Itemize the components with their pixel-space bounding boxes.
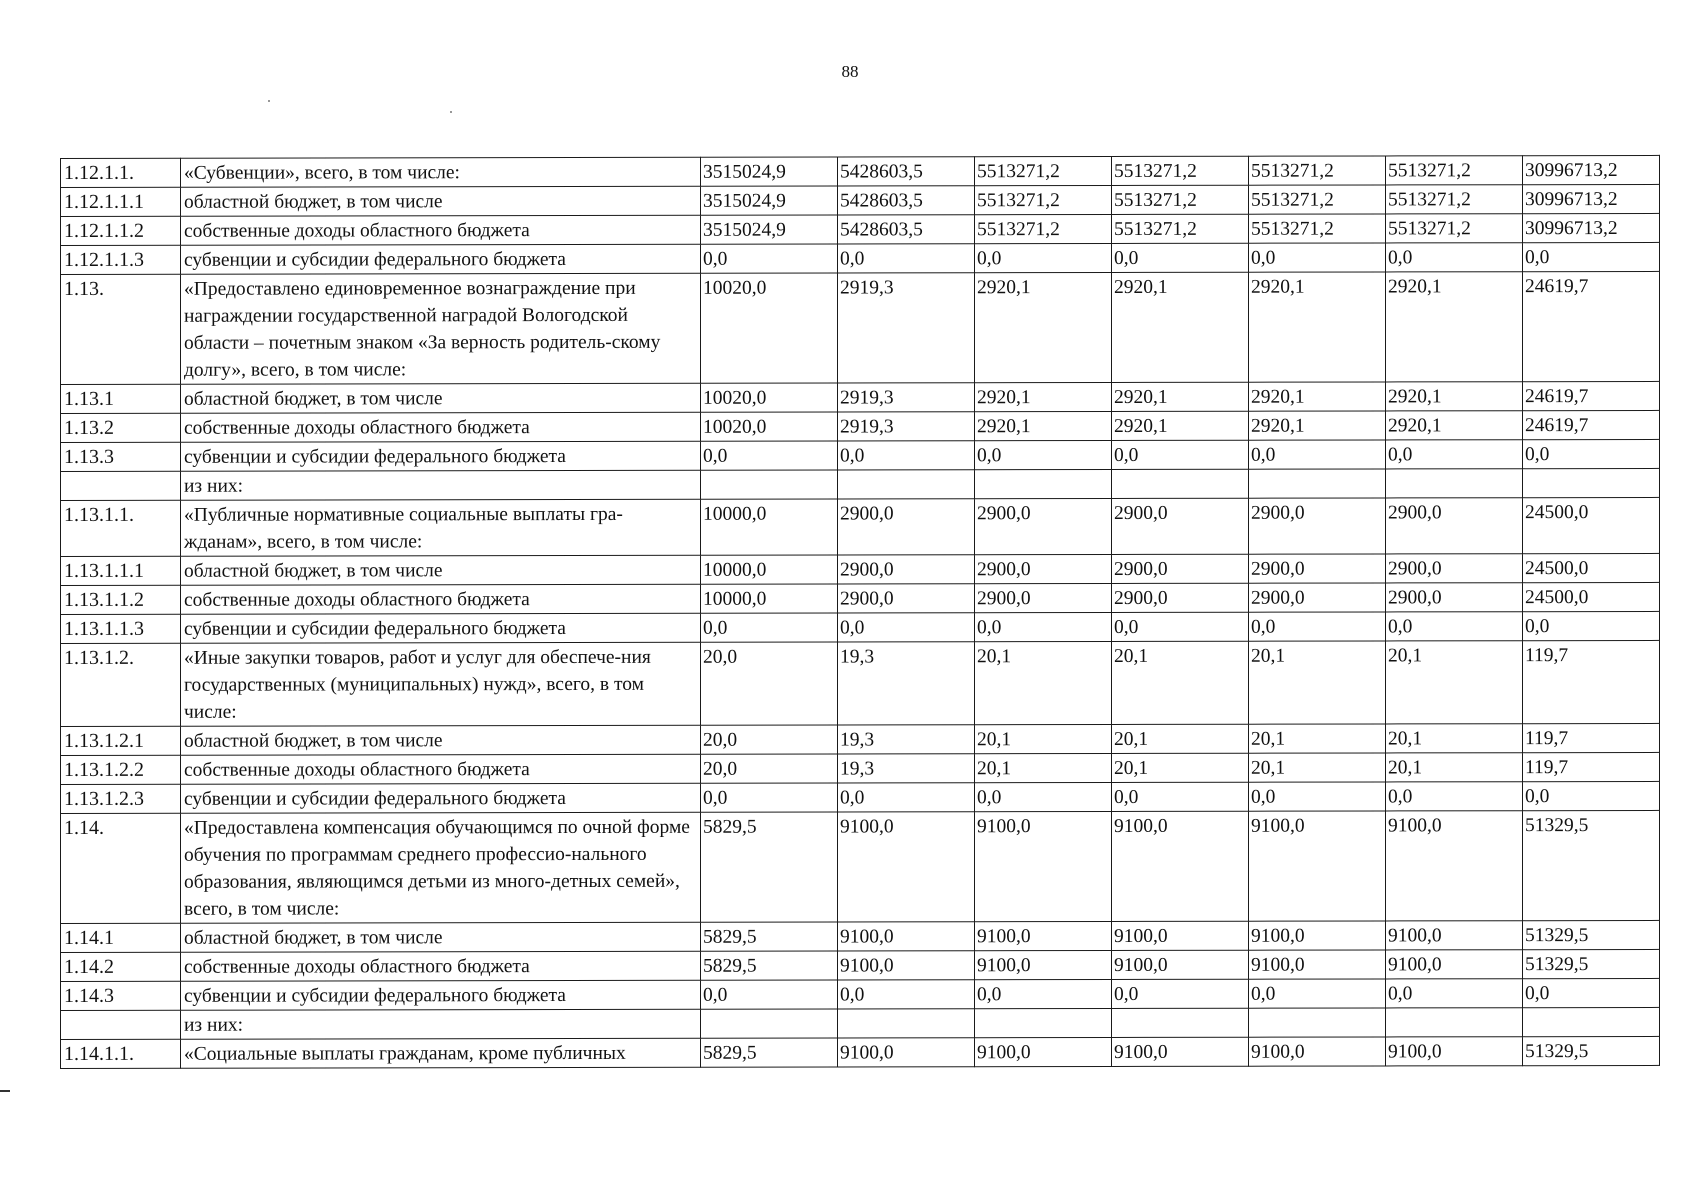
- row-value: 51329,5: [1523, 920, 1660, 949]
- row-value: 5513271,2: [1249, 214, 1386, 243]
- row-value: 0,0: [701, 441, 838, 470]
- row-value: 0,0: [1249, 979, 1386, 1008]
- table-row: [61, 752, 1660, 784]
- row-value: 0,0: [1386, 243, 1523, 272]
- row-value: 2920,1: [1249, 382, 1386, 411]
- row-value: 9100,0: [1249, 1037, 1386, 1066]
- row-description: областной бюджет, в том числе: [181, 922, 701, 952]
- row-value: 9100,0: [1249, 921, 1386, 950]
- margin-mark: [0, 1090, 10, 1092]
- row-value: 0,0: [1112, 243, 1249, 272]
- row-value: 0,0: [1523, 611, 1660, 640]
- row-code: [61, 1010, 181, 1039]
- table-row: [61, 410, 1660, 442]
- table-row: [61, 184, 1660, 216]
- row-value: 9100,0: [1386, 1037, 1523, 1066]
- row-value: 0,0: [975, 782, 1112, 811]
- row-value: 2900,0: [1249, 583, 1386, 612]
- table-row: [61, 242, 1660, 274]
- row-value: 0,0: [838, 244, 975, 273]
- row-value: 2920,1: [1112, 411, 1249, 440]
- row-code: 1.13.1.2.2: [61, 755, 181, 784]
- row-value: 0,0: [1523, 978, 1660, 1007]
- row-value: 119,7: [1523, 723, 1660, 752]
- row-value: 0,0: [1523, 439, 1660, 468]
- row-value: 0,0: [975, 243, 1112, 272]
- table-row: [61, 723, 1660, 755]
- budget-table: [60, 155, 1660, 1069]
- row-code: 1.13.: [61, 274, 181, 384]
- row-code: 1.12.1.1.2: [61, 216, 181, 245]
- row-value: 51329,5: [1523, 810, 1660, 920]
- row-value: 0,0: [975, 612, 1112, 641]
- row-description: собственные доходы областного бюджета: [181, 412, 701, 442]
- row-code: 1.12.1.1.1: [61, 187, 181, 216]
- row-value: 24619,7: [1523, 381, 1660, 410]
- row-value: 2920,1: [975, 382, 1112, 411]
- row-value: 5428603,5: [838, 215, 975, 244]
- row-value: 9100,0: [838, 922, 975, 951]
- row-value: [1112, 469, 1249, 498]
- row-code: 1.13.1.2.3: [61, 784, 181, 813]
- row-code: 1.14.1: [61, 923, 181, 952]
- row-description: «Публичные нормативные социальные выплаты гра-жданам», всего, в том числе:: [181, 499, 701, 556]
- row-value: 0,0: [1523, 781, 1660, 810]
- row-value: 0,0: [1249, 440, 1386, 469]
- table-row: [61, 582, 1660, 614]
- row-value: 2920,1: [1112, 382, 1249, 411]
- row-code: [61, 471, 181, 500]
- table-row: [61, 468, 1660, 500]
- row-value: 2920,1: [975, 272, 1112, 382]
- table-row: [61, 213, 1660, 245]
- row-description: «Субвенции», всего, в том числе:: [181, 157, 701, 187]
- row-value: 5428603,5: [838, 157, 975, 186]
- table-row: [61, 978, 1660, 1010]
- row-value: 9100,0: [838, 1038, 975, 1067]
- row-value: 19,3: [838, 725, 975, 754]
- row-value: [1523, 1007, 1660, 1036]
- row-value: 20,1: [1386, 753, 1523, 782]
- row-value: [1523, 468, 1660, 497]
- row-value: 0,0: [838, 980, 975, 1009]
- row-value: 9100,0: [1249, 811, 1386, 921]
- row-value: 24500,0: [1523, 553, 1660, 582]
- row-value: [1386, 469, 1523, 498]
- row-value: 19,3: [838, 642, 975, 725]
- table-row: [61, 553, 1660, 585]
- row-value: 24619,7: [1523, 410, 1660, 439]
- row-code: 1.13.1.1.3: [61, 614, 181, 643]
- row-code: 1.12.1.1.: [61, 158, 181, 187]
- table-row: [61, 1036, 1660, 1068]
- row-description: собственные доходы областного бюджета: [181, 754, 701, 784]
- row-value: 24500,0: [1523, 497, 1660, 553]
- row-value: [838, 470, 975, 499]
- row-value: 10020,0: [701, 273, 838, 383]
- row-value: 9100,0: [1112, 811, 1249, 921]
- row-value: 19,3: [838, 754, 975, 783]
- row-value: 9100,0: [975, 950, 1112, 979]
- row-value: 20,1: [1249, 753, 1386, 782]
- row-code: 1.13.1: [61, 384, 181, 413]
- row-value: 0,0: [1112, 612, 1249, 641]
- row-description: областной бюджет, в том числе: [181, 555, 701, 585]
- row-value: 2900,0: [1112, 554, 1249, 583]
- row-value: 0,0: [838, 441, 975, 470]
- row-value: 5513271,2: [975, 156, 1112, 185]
- row-value: 9100,0: [975, 1037, 1112, 1066]
- row-value: 24500,0: [1523, 582, 1660, 611]
- row-code: 1.13.1.1.1: [61, 556, 181, 585]
- row-value: 10000,0: [701, 555, 838, 584]
- row-value: 0,0: [701, 244, 838, 273]
- row-value: 10000,0: [701, 584, 838, 613]
- row-code: 1.13.1.2.1: [61, 726, 181, 755]
- table-row: [61, 497, 1660, 556]
- row-value: 0,0: [1249, 612, 1386, 641]
- row-value: 9100,0: [975, 921, 1112, 950]
- table-row: [61, 1007, 1660, 1039]
- row-value: 2900,0: [1112, 498, 1249, 554]
- row-value: 2920,1: [1112, 272, 1249, 382]
- table-row: [61, 155, 1660, 187]
- row-value: 24619,7: [1523, 271, 1660, 381]
- table-row: [61, 920, 1660, 952]
- row-value: 20,0: [701, 754, 838, 783]
- row-code: 1.14.: [61, 813, 181, 923]
- row-value: 119,7: [1523, 752, 1660, 781]
- row-value: 30996713,2: [1523, 184, 1660, 213]
- row-value: 3515024,9: [701, 157, 838, 186]
- row-value: 20,1: [1386, 724, 1523, 753]
- row-value: 9100,0: [1112, 950, 1249, 979]
- row-value: 20,1: [1112, 641, 1249, 724]
- row-description: «Предоставлено единовременное вознаграждение при награждении государственной наградой Вологодской области – почетным знаком «За верность родитель-скому долгу», всего, в том числе:: [181, 273, 701, 384]
- row-value: 20,1: [1112, 724, 1249, 753]
- row-value: 5513271,2: [1249, 156, 1386, 185]
- table-row: [61, 781, 1660, 813]
- row-value: 2920,1: [975, 411, 1112, 440]
- row-value: 119,7: [1523, 640, 1660, 723]
- row-value: 10000,0: [701, 499, 838, 555]
- row-value: 5428603,5: [838, 186, 975, 215]
- table-row: [61, 640, 1660, 726]
- row-value: [701, 1009, 838, 1038]
- row-value: [975, 1008, 1112, 1037]
- row-code: 1.13.1.2.: [61, 643, 181, 726]
- row-value: 0,0: [975, 440, 1112, 469]
- row-value: 2919,3: [838, 273, 975, 383]
- row-value: 9100,0: [975, 811, 1112, 921]
- row-value: 5513271,2: [1386, 214, 1523, 243]
- row-value: [838, 1009, 975, 1038]
- row-description: из них:: [181, 1009, 701, 1039]
- row-code: 1.14.1.1.: [61, 1039, 181, 1068]
- row-value: 2900,0: [975, 554, 1112, 583]
- row-code: 1.13.1.1.: [61, 500, 181, 556]
- row-code: 1.12.1.1.3: [61, 245, 181, 274]
- row-value: 30996713,2: [1523, 213, 1660, 242]
- row-value: 10020,0: [701, 412, 838, 441]
- row-value: 2900,0: [838, 584, 975, 613]
- row-code: 1.14.3: [61, 981, 181, 1010]
- row-value: 0,0: [838, 613, 975, 642]
- row-value: 5513271,2: [1112, 185, 1249, 214]
- row-value: 0,0: [701, 783, 838, 812]
- row-value: 0,0: [1386, 440, 1523, 469]
- row-value: [975, 469, 1112, 498]
- row-value: [1386, 1008, 1523, 1037]
- row-value: 20,1: [975, 641, 1112, 724]
- row-value: 2900,0: [1386, 583, 1523, 612]
- row-value: 2900,0: [1249, 554, 1386, 583]
- row-value: 2900,0: [975, 583, 1112, 612]
- row-value: 9100,0: [1112, 1037, 1249, 1066]
- row-value: 5513271,2: [975, 214, 1112, 243]
- row-description: областной бюджет, в том числе: [181, 725, 701, 755]
- row-value: 5829,5: [701, 922, 838, 951]
- row-value: 9100,0: [838, 951, 975, 980]
- row-value: 9100,0: [1386, 811, 1523, 921]
- row-description: областной бюджет, в том числе: [181, 383, 701, 413]
- row-value: 20,1: [975, 724, 1112, 753]
- page-number: 88: [841, 62, 859, 81]
- row-value: 0,0: [701, 613, 838, 642]
- row-value: 5513271,2: [975, 185, 1112, 214]
- row-value: 2920,1: [1249, 272, 1386, 382]
- row-value: 2920,1: [1386, 272, 1523, 382]
- row-value: 20,1: [1386, 641, 1523, 724]
- row-value: 0,0: [1249, 782, 1386, 811]
- row-code: 1.13.2: [61, 413, 181, 442]
- row-value: 3515024,9: [701, 215, 838, 244]
- scan-speck: [268, 100, 270, 102]
- row-value: 2920,1: [1386, 411, 1523, 440]
- row-description: из них:: [181, 470, 701, 500]
- row-value: 5513271,2: [1112, 214, 1249, 243]
- row-description: собственные доходы областного бюджета: [181, 951, 701, 981]
- table-row: [61, 611, 1660, 643]
- row-value: 20,1: [1249, 641, 1386, 724]
- row-value: 51329,5: [1523, 949, 1660, 978]
- row-value: 2900,0: [1386, 498, 1523, 554]
- row-value: 20,1: [1112, 753, 1249, 782]
- row-description: «Предоставлена компенсация обучающимся по очной форме обучения по программам среднего профессио-нального образования, являющимся детьми из много-детных семей», всего, в том числе:: [181, 812, 701, 923]
- row-value: 20,0: [701, 725, 838, 754]
- row-value: 0,0: [1112, 440, 1249, 469]
- row-value: 9100,0: [1112, 921, 1249, 950]
- table-row: [61, 271, 1660, 384]
- row-description: субвенции и субсидии федерального бюджета: [181, 441, 701, 471]
- table-row: [61, 439, 1660, 471]
- row-value: 5513271,2: [1386, 185, 1523, 214]
- table-body: [61, 155, 1660, 1068]
- row-value: 10020,0: [701, 383, 838, 412]
- row-value: 2900,0: [975, 498, 1112, 554]
- row-code: 1.14.2: [61, 952, 181, 981]
- row-value: 5513271,2: [1249, 185, 1386, 214]
- row-value: [701, 470, 838, 499]
- row-description: собственные доходы областного бюджета: [181, 215, 701, 245]
- row-value: 0,0: [975, 979, 1112, 1008]
- table-row: [61, 381, 1660, 413]
- row-value: 2919,3: [838, 412, 975, 441]
- row-value: 0,0: [1112, 979, 1249, 1008]
- row-code: 1.13.1.1.2: [61, 585, 181, 614]
- row-value: 0,0: [701, 980, 838, 1009]
- scan-speck: [450, 111, 452, 113]
- row-value: 20,1: [975, 753, 1112, 782]
- row-code: 1.13.3: [61, 442, 181, 471]
- row-value: 9100,0: [838, 812, 975, 922]
- row-value: 0,0: [1249, 243, 1386, 272]
- row-value: 0,0: [838, 783, 975, 812]
- row-value: 5829,5: [701, 1038, 838, 1067]
- row-value: [1249, 469, 1386, 498]
- row-value: 0,0: [1112, 782, 1249, 811]
- row-value: [1112, 1008, 1249, 1037]
- row-value: 9100,0: [1386, 950, 1523, 979]
- row-value: 3515024,9: [701, 186, 838, 215]
- row-value: 2900,0: [1386, 554, 1523, 583]
- row-value: 0,0: [1386, 979, 1523, 1008]
- row-description: собственные доходы областного бюджета: [181, 584, 701, 614]
- row-description: субвенции и субсидии федерального бюджета: [181, 783, 701, 813]
- row-value: 9100,0: [1249, 950, 1386, 979]
- row-value: 0,0: [1386, 782, 1523, 811]
- row-description: субвенции и субсидии федерального бюджета: [181, 244, 701, 274]
- table-row: [61, 949, 1660, 981]
- row-value: 2920,1: [1249, 411, 1386, 440]
- row-value: 0,0: [1523, 242, 1660, 271]
- row-value: 2900,0: [838, 555, 975, 584]
- row-value: 20,0: [701, 642, 838, 725]
- row-value: 9100,0: [1386, 921, 1523, 950]
- row-value: 20,1: [1249, 724, 1386, 753]
- row-value: 5829,5: [701, 812, 838, 922]
- row-description: субвенции и субсидии федерального бюджета: [181, 980, 701, 1010]
- row-value: 2920,1: [1386, 382, 1523, 411]
- table-row: [61, 810, 1660, 923]
- row-value: 2900,0: [1249, 498, 1386, 554]
- row-value: 2900,0: [838, 499, 975, 555]
- row-value: [1249, 1008, 1386, 1037]
- row-value: 2900,0: [1112, 583, 1249, 612]
- row-value: 51329,5: [1523, 1036, 1660, 1065]
- row-value: 5513271,2: [1386, 156, 1523, 185]
- row-description: «Социальные выплаты гражданам, кроме публичных: [181, 1038, 701, 1068]
- row-value: 0,0: [1386, 612, 1523, 641]
- row-description: «Иные закупки товаров, работ и услуг для обеспече-ния государственных (муниципальных) нужд», всего, в том числе:: [181, 642, 701, 726]
- row-value: 5513271,2: [1112, 156, 1249, 185]
- row-value: 5829,5: [701, 951, 838, 980]
- row-description: областной бюджет, в том числе: [181, 186, 701, 216]
- row-description: субвенции и субсидии федерального бюджета: [181, 613, 701, 643]
- row-value: 30996713,2: [1523, 155, 1660, 184]
- row-value: 2919,3: [838, 383, 975, 412]
